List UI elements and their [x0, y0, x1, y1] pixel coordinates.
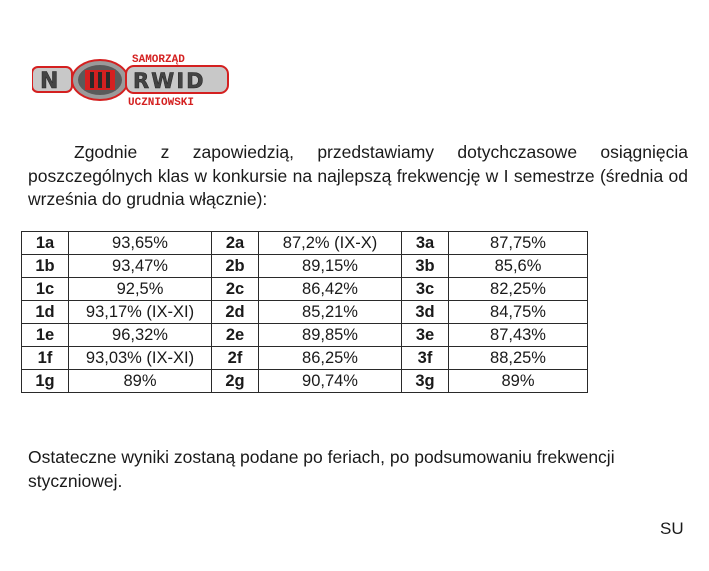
attendance-value: 96,32%: [69, 324, 212, 347]
attendance-value: 89%: [69, 370, 212, 393]
signature: SU: [660, 519, 684, 538]
class-label: 2c: [212, 278, 259, 301]
class-label: 2b: [212, 255, 259, 278]
table-row: [22, 255, 588, 278]
logo-bottom-text: UCZNIOWSKI: [128, 97, 195, 109]
logo-graphic: [32, 50, 232, 110]
attendance-value: 88,25%: [449, 347, 588, 370]
attendance-value: 93,47%: [69, 255, 212, 278]
attendance-value: 90,74%: [259, 370, 402, 393]
attendance-value: 87,2% (IX-X): [259, 232, 402, 255]
class-label: 3a: [402, 232, 449, 255]
attendance-value: 89%: [449, 370, 588, 393]
class-label: 2f: [212, 347, 259, 370]
class-label: 1f: [22, 347, 69, 370]
class-label: 3e: [402, 324, 449, 347]
attendance-value: 93,65%: [69, 232, 212, 255]
attendance-value: 82,25%: [449, 278, 588, 301]
attendance-value: 85,6%: [449, 255, 588, 278]
class-label: 3f: [402, 347, 449, 370]
table-row: [22, 324, 588, 347]
class-label: 3d: [402, 301, 449, 324]
class-label: 1d: [22, 301, 69, 324]
intro-text: Zgodnie z zapowiedzią, przedstawiamy dotychczasowe osiągnięcia poszczególnych klas w konkursie na najlepszą frekwencję w I semestrze (średnia od września do grudnia włącznie):: [28, 142, 688, 209]
outro-paragraph: [28, 445, 668, 493]
attendance-value: 93,03% (IX-XI): [69, 347, 212, 370]
class-label: 3c: [402, 278, 449, 301]
attendance-value: 89,15%: [259, 255, 402, 278]
attendance-results-table: [21, 231, 588, 393]
logo-top-text: SAMORZĄD: [132, 54, 185, 66]
class-label: 2e: [212, 324, 259, 347]
logo-letter-n: N: [40, 69, 59, 94]
attendance-value: 85,21%: [259, 301, 402, 324]
table-row: [22, 232, 588, 255]
attendance-value: 93,17% (IX-XI): [69, 301, 212, 324]
table-row: [22, 301, 588, 324]
attendance-value: 92,5%: [69, 278, 212, 301]
class-label: 1g: [22, 370, 69, 393]
attendance-value: 86,25%: [259, 347, 402, 370]
logo-rwid-text: RWID: [133, 69, 206, 93]
table-row: [22, 347, 588, 370]
class-label: 3g: [402, 370, 449, 393]
class-label: 3b: [402, 255, 449, 278]
class-label: 2g: [212, 370, 259, 393]
table-row: [22, 278, 588, 301]
class-label: 2d: [212, 301, 259, 324]
attendance-value: 86,42%: [259, 278, 402, 301]
attendance-value: 89,85%: [259, 324, 402, 347]
class-label: 1e: [22, 324, 69, 347]
attendance-value: 84,75%: [449, 301, 588, 324]
logo-samorzad-norwid: [32, 50, 232, 110]
class-label: 1c: [22, 278, 69, 301]
attendance-value: 87,43%: [449, 324, 588, 347]
outro-text: Ostateczne wyniki zostaną podane po feriach, po podsumowaniu frekwencji styczniowej.: [28, 447, 615, 491]
class-label: 1b: [22, 255, 69, 278]
class-label: 1a: [22, 232, 69, 255]
table-row: [22, 370, 588, 393]
intro-paragraph: [28, 141, 688, 212]
attendance-value: 87,75%: [449, 232, 588, 255]
class-label: 2a: [212, 232, 259, 255]
